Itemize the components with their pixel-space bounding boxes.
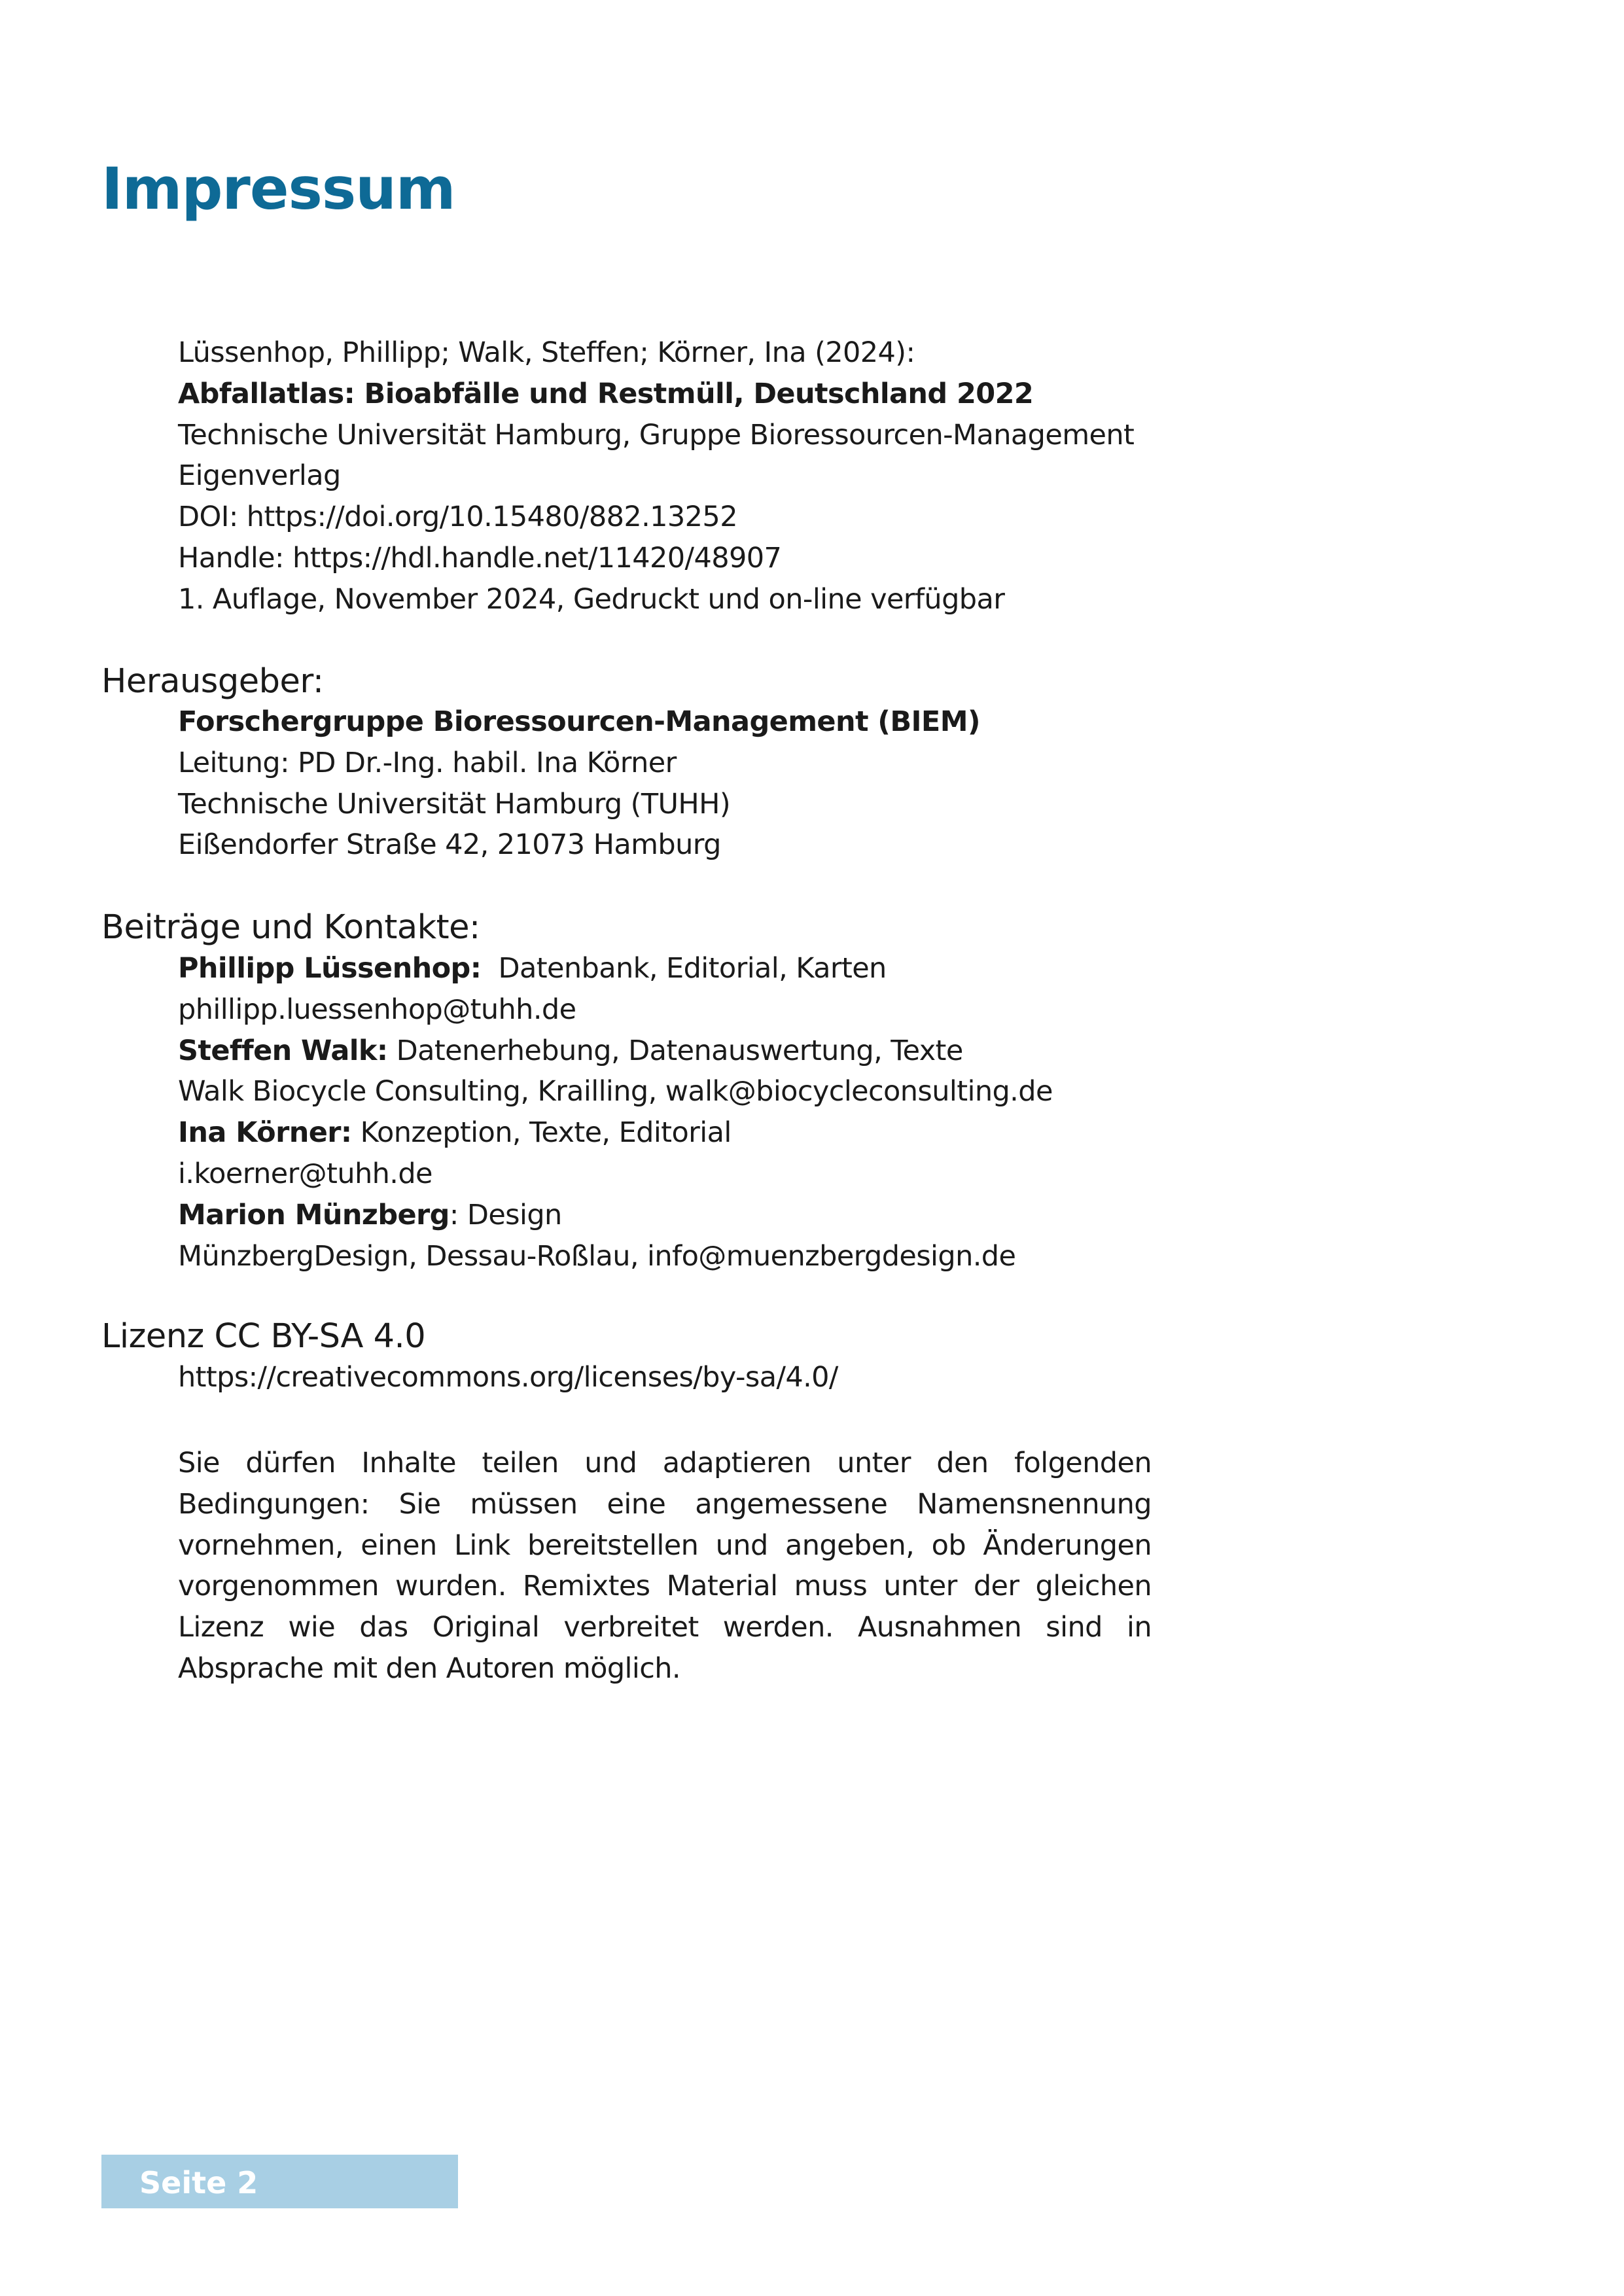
herausgeber-heading: Herausgeber: xyxy=(101,662,324,701)
herausgeber-leitung: Leitung: PD Dr.-Ing. habil. Ina Körner xyxy=(178,746,677,779)
citation-authors: Lüssenhop, Phillipp; Walk, Steffen; Körner, Ina (2024): xyxy=(178,336,915,369)
contributor-name: Steffen Walk: xyxy=(178,1034,388,1067)
page-number-bar xyxy=(101,2155,458,2208)
herausgeber-address: Eißendorfer Straße 42, 21073 Hamburg xyxy=(178,828,721,862)
herausgeber-university: Technische Universität Hamburg (TUHH) xyxy=(178,787,731,821)
contributor-line xyxy=(178,1112,1053,1154)
contributor-contact: i.koerner@tuhh.de xyxy=(178,1157,432,1190)
beitraege-block xyxy=(178,948,1053,1277)
contributor-role: : Design xyxy=(449,1198,562,1231)
citation-title: Abfallatlas: Bioabfälle und Restmüll, Deutschland 2022 xyxy=(178,377,1034,410)
contributor-line xyxy=(178,1195,1053,1236)
citation-institution: Technische Universität Hamburg, Gruppe Bioressourcen-Management xyxy=(178,418,1135,451)
herausgeber-org: Forschergruppe Bioressourcen-Management (BIEM) xyxy=(178,705,980,738)
page-title: Impressum xyxy=(101,155,455,222)
citation-publisher: Eigenverlag xyxy=(178,459,341,493)
contributor-role: Datenerhebung, Datenauswertung, Texte xyxy=(387,1034,963,1067)
citation-doi: DOI: https://doi.org/10.15480/882.13252 xyxy=(178,501,737,534)
contributor-line xyxy=(178,1031,1053,1072)
beitraege-heading: Beiträge und Kontakte: xyxy=(101,908,480,947)
contributor-name: Ina Körner: xyxy=(178,1116,352,1150)
citation-block xyxy=(178,332,1134,620)
contributor-contact: phillipp.luessenhop@tuhh.de xyxy=(178,993,576,1026)
contributor-contact: MünzbergDesign, Dessau-Roßlau, info@muenzbergdesign.de xyxy=(178,1239,1016,1273)
contributor-line xyxy=(178,948,1053,989)
lizenz-heading: Lizenz CC BY-SA 4.0 xyxy=(101,1317,426,1356)
contributor-role: Konzeption, Texte, Editorial xyxy=(351,1116,732,1150)
citation-edition: 1. Auflage, November 2024, Gedruckt und on-line verfügbar xyxy=(178,582,1005,616)
contributor-name: Phillipp Lüssenhop: xyxy=(178,952,482,985)
contributor-name: Marion Münzberg xyxy=(178,1198,450,1231)
contributor-role: Datenbank, Editorial, Karten xyxy=(481,952,887,985)
contributor-contact: Walk Biocycle Consulting, Krailling, walk@biocycleconsulting.de xyxy=(178,1075,1053,1108)
citation-handle: Handle: https://hdl.handle.net/11420/48907 xyxy=(178,541,782,574)
lizenz-url: https://creativecommons.org/licenses/by-sa/4.0/ xyxy=(178,1361,838,1394)
page-number: Seite 2 xyxy=(139,2165,258,2200)
herausgeber-block xyxy=(178,701,980,866)
lizenz-url-block xyxy=(178,1357,838,1398)
lizenz-text: Sie dürfen Inhalte teilen und adaptieren unter den folgenden Bedingungen: Sie müssen eine angemessene Namensnennung vornehmen, einen Link bereitstellen und angeben, ob Änderungen vorgenommen wurden. Remixtes Material muss unter der gleichen Lizenz wie das Original verbreitet werden. Ausnahmen sind in Absprache mit den Autoren möglich. xyxy=(178,1447,1152,1685)
